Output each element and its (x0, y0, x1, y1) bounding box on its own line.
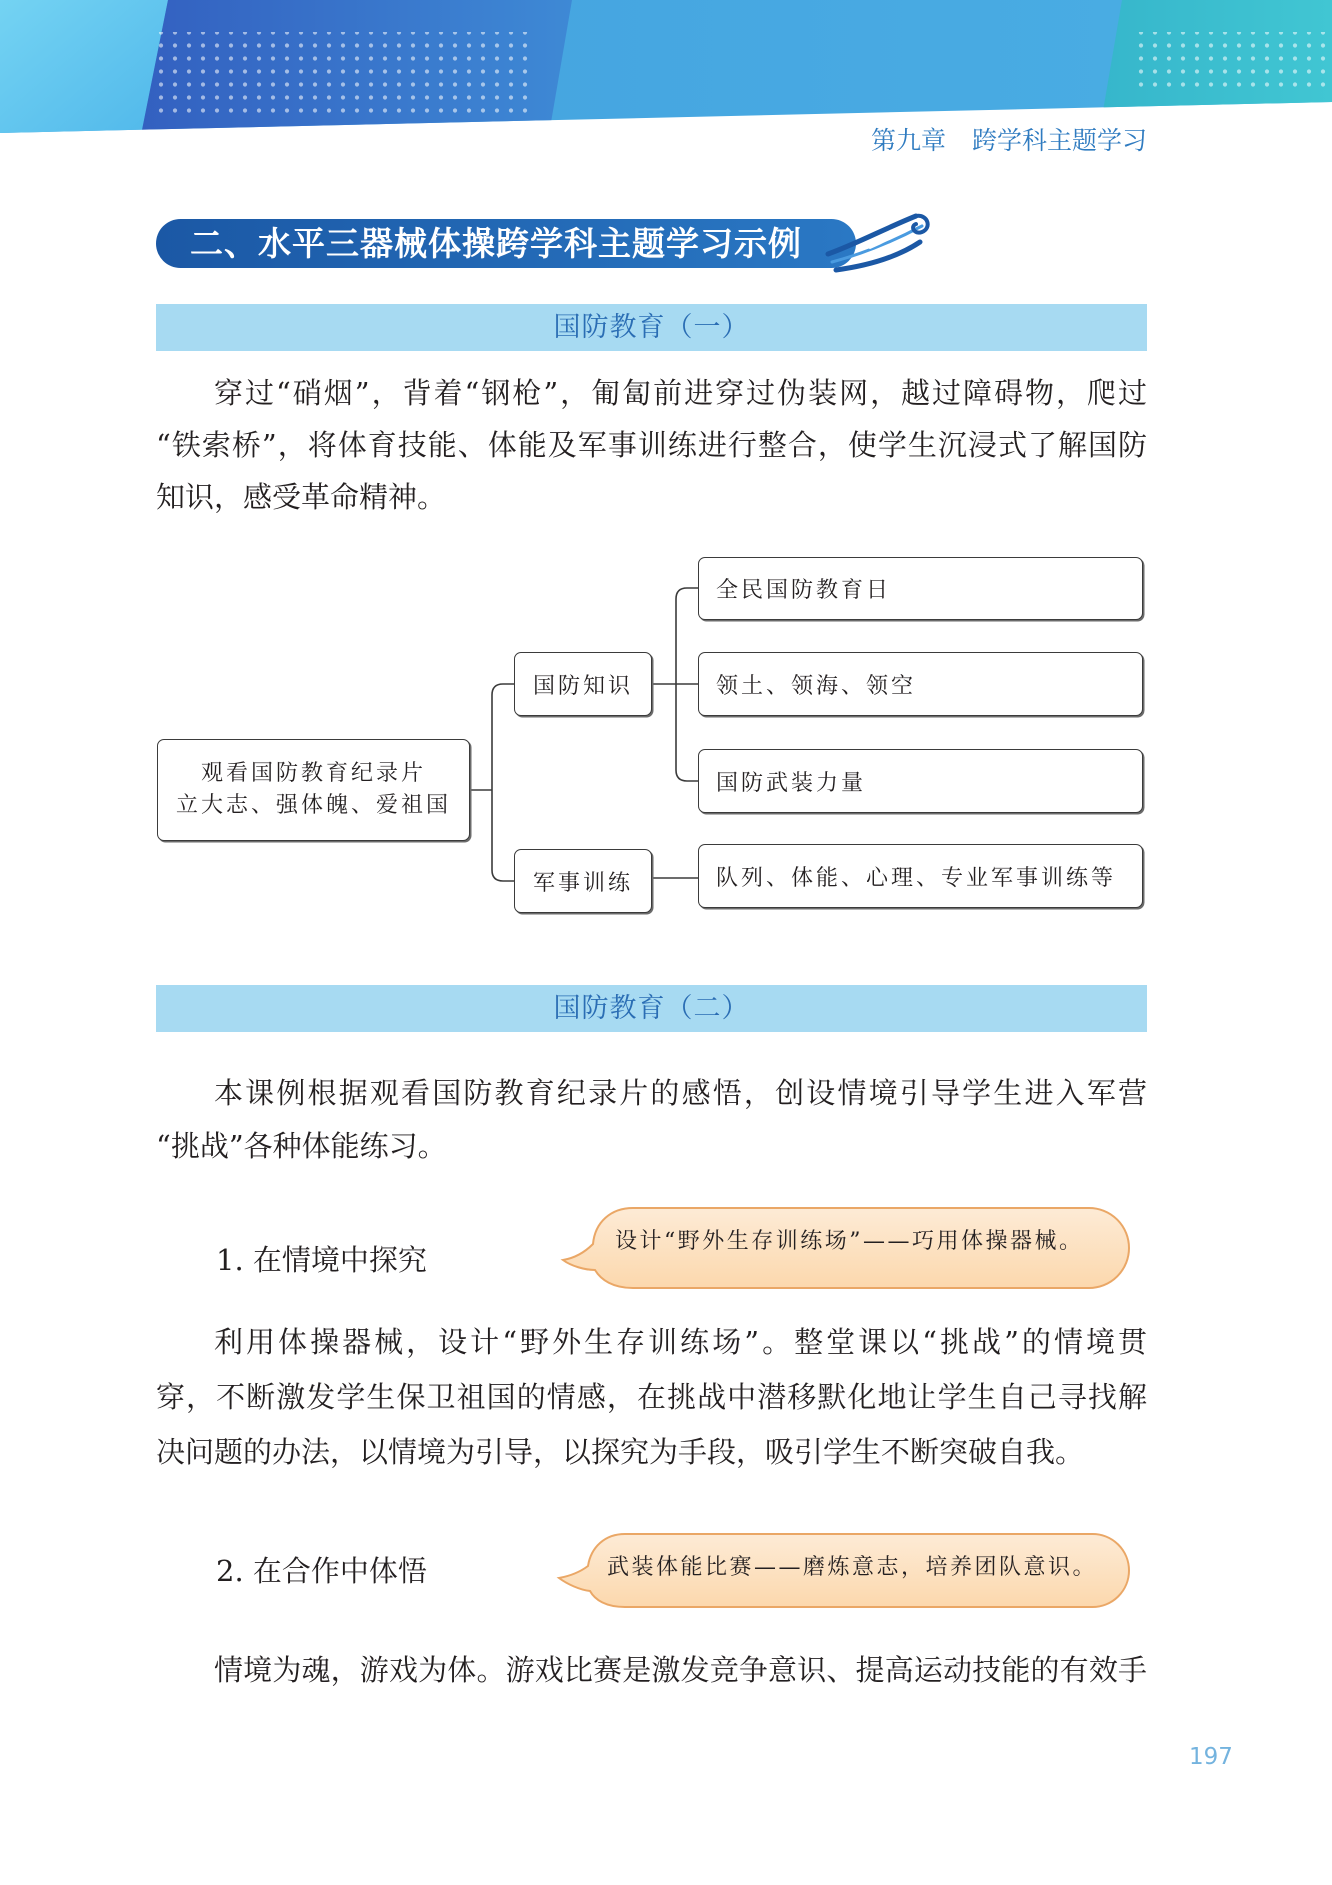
wave-icon (820, 204, 930, 276)
banner-dot-grid-right (1136, 32, 1326, 90)
paragraph-line: 知识，感受革命精神。 (156, 480, 447, 514)
paragraph-line: “挑战”各种体能练习。 (156, 1129, 447, 1163)
diagram-root-line2: 立大志、强体魄、爱祖国 (175, 793, 451, 818)
diagram-branch-military-training (514, 849, 652, 913)
paragraph-item2 (156, 1642, 1147, 1698)
heading-defense-education-2: 国防教育（二） (156, 985, 1147, 1032)
diagram-leaf-label: 国防武装力量 (716, 770, 867, 796)
diagram-leaf-training-items (698, 844, 1143, 908)
paragraph-part2-intro (156, 1067, 1147, 1173)
connector-bracket-leaves (676, 588, 698, 781)
diagram-leaf-education-day (698, 557, 1143, 620)
diagram-root-box (157, 739, 470, 841)
diagram-leaf-label: 队列、体能、心理、专业军事训练等 (716, 865, 1117, 891)
paragraph-line: 决问题的办法，以情境为引导，以探究为手段，吸引学生不断突破自我。 (156, 1435, 1085, 1469)
chapter-title: 跨学科主题学习 (971, 126, 1147, 155)
paragraph-part1 (156, 367, 1147, 523)
diagram-branch-label: 国防知识 (532, 673, 633, 699)
item1-label: 1. 在情境中探究 (216, 1243, 427, 1277)
paragraph-line: “铁索桥”，将体育技能、体能及军事训练进行整合，使学生沉浸式了解国防 (156, 428, 1147, 462)
paragraph-line: 本课例根据观看国防教育纪录片的感悟，创设情境引导学生进入军营 (214, 1076, 1147, 1110)
heading-defense-education-1: 国防教育（一） (156, 304, 1147, 351)
diagram-branch-label: 军事训练 (532, 870, 633, 896)
banner-left-cyan (0, 0, 168, 140)
item2-bubble-text: 武装体能比赛——磨炼意志，培养团队意识。 (607, 1555, 1098, 1580)
paragraph-line: 穿，不断激发学生保卫祖国的情感，在挑战中潜移默化地让学生自己寻找解 (156, 1380, 1147, 1414)
diagram-leaf-armed-forces (698, 749, 1143, 813)
paragraph-line: 利用体操器械，设计“野外生存训练场”。整堂课以“挑战”的情境贯 (214, 1325, 1147, 1359)
item2-label: 2. 在合作中体悟 (216, 1554, 427, 1588)
diagram-leaf-label: 领土、领海、领空 (716, 673, 917, 699)
diagram-leaf-label: 全民国防教育日 (716, 578, 892, 603)
item1-bubble-text: 设计“野外生存训练场”——巧用体操器械。 (615, 1229, 1084, 1254)
banner-dot-grid-left (156, 32, 528, 118)
paragraph-line: 情境为魂，游戏为体。游戏比赛是激发竞争意识、提高运动技能的有效手 (214, 1653, 1147, 1687)
diagram-branch-defense-knowledge (514, 652, 652, 716)
chapter-header (871, 123, 1147, 159)
top-banner (0, 0, 1332, 140)
chapter-number: 第九章 (870, 126, 946, 155)
section-title: 二、水平三器械体操跨学科主题学习示例 (190, 224, 802, 263)
diagram-root-line1: 观看国防教育纪录片 (200, 761, 426, 786)
paragraph-line: 穿过“硝烟”，背着“钢枪”，匍匐前进穿过伪装网，越过障碍物，爬过 (214, 376, 1147, 410)
page-number: 197 (1189, 1744, 1233, 1770)
connector-bracket-branches (492, 684, 514, 881)
paragraph-item1 (156, 1315, 1147, 1480)
diagram-leaf-territory (698, 652, 1143, 716)
